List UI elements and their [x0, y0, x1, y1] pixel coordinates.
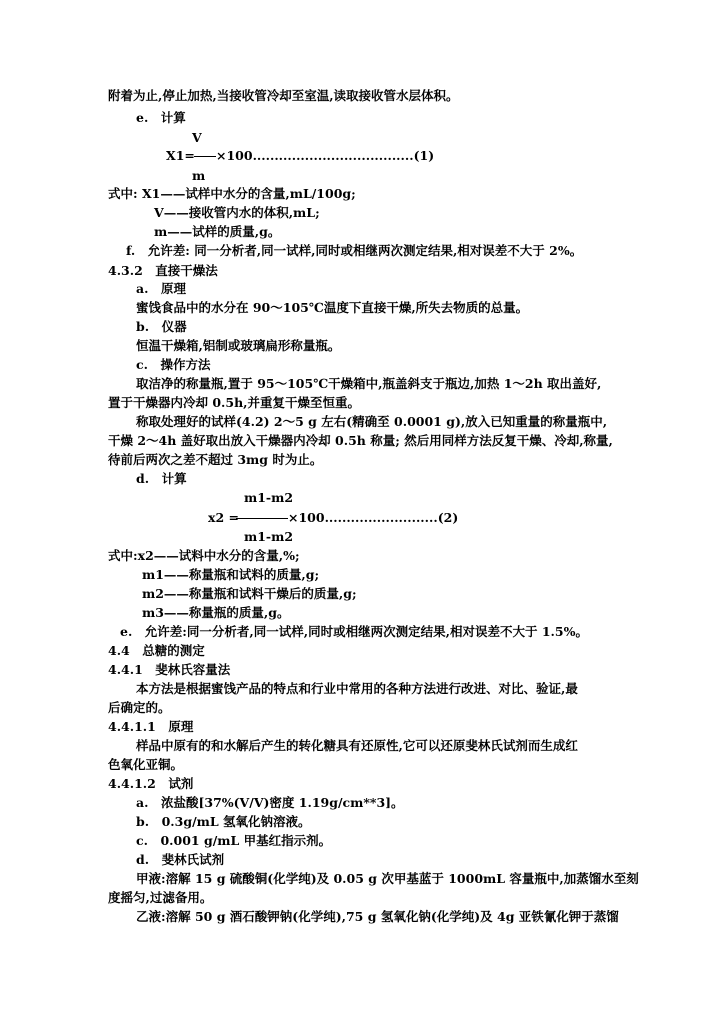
- list-item: b. 0.3g/mL 氢氧化钠溶液。: [136, 814, 311, 829]
- list-item-label: c. 操作方法: [136, 357, 211, 372]
- formula-rhs: ×100.....................................(1): [216, 148, 435, 163]
- text-line: 本方法是根据蜜饯产品的特点和行业中常用的各种方法进行改进、对比、验证,最: [136, 681, 578, 696]
- formula-denominator: m1-m2: [244, 529, 294, 544]
- list-item-label: a. 原理: [136, 281, 186, 296]
- text-line: 蜜饯食品中的水分在 90～105℃温度下直接干燥,所失去物质的总量。: [136, 300, 529, 315]
- text-line: m1——称量瓶和试料的质量,g;: [142, 567, 320, 582]
- text-line: 置于干燥器内冷却 0.5h,并重复干燥至恒重。: [108, 395, 361, 410]
- list-item: a. 浓盐酸[37%(V/V)密度 1.19g/cm**3]。: [136, 795, 404, 810]
- text-line: 甲液:溶解 15 g 硫酸铜(化学纯)及 0.05 g 次甲基蓝于 1000mL 容量瓶中,加蒸馏水至刻: [136, 871, 639, 886]
- formula-denominator: m: [192, 168, 206, 183]
- text-line: m——试样的质量,g。: [154, 224, 281, 239]
- text-line: e. 允许差:同一分析者,同一试样,同时或相继两次测定结果,相对误差不大于 1.5%。: [120, 624, 588, 639]
- fraction-bar: [236, 518, 288, 519]
- text-line: 乙液:溶解 50 g 酒石酸钾钠(化学纯),75 g 氢氧化钠(化学纯)及 4g 亚铁氰化钾于蒸馏: [136, 909, 619, 924]
- text-line: 样品中原有的和水解后产生的转化糖具有还原性,它可以还原斐林氏试剂而生成红: [136, 738, 578, 753]
- formula-numerator: m1-m2: [244, 490, 294, 505]
- text-line: 式中: X1——试样中水分的含量,mL/100g;: [108, 186, 356, 201]
- text-line: 式中:x2——试料中水分的含量,%;: [108, 548, 300, 563]
- text-line: 色氧化亚铜。: [108, 757, 184, 772]
- text-line: 取洁净的称量瓶,置于 95～105℃干燥箱中,瓶盖斜支于瓶边,加热 1～2h 取出盖好,: [136, 376, 602, 391]
- section-heading: 4.4.1.2 试剂: [108, 776, 194, 791]
- text-line: 恒温干燥箱,铝制或玻璃扁形称量瓶。: [136, 338, 341, 353]
- text-line: 称取处理好的试样(4.2) 2～5 g 左右(精确至 0.0001 g),放入已知重量的称量瓶中,: [136, 414, 608, 429]
- formula-lhs: x2 =: [208, 510, 239, 525]
- section-heading: 4.4 总糖的测定: [108, 643, 205, 658]
- list-item: c. 0.001 g/mL 甲基红指示剂。: [136, 833, 332, 848]
- formula-rhs: ×100..........................(2): [288, 510, 459, 525]
- list-item-label: b. 仪器: [136, 319, 187, 334]
- list-item-label: e. 计算: [136, 110, 186, 125]
- section-heading: 4.4.1.1 原理: [108, 719, 194, 734]
- text-line: m2——称量瓶和试料干燥后的质量,g;: [142, 586, 357, 601]
- list-item-label: d. 斐林氏试剂: [136, 852, 225, 867]
- formula-lhs: X1=: [166, 148, 195, 163]
- text-line: 待前后两次之差不超过 3mg 时为止。: [108, 452, 323, 467]
- text-line: f. 允许差: 同一分析者,同一试样,同时或相继两次测定结果,相对误差不大于 2%。: [126, 243, 583, 258]
- section-heading: 4.3.2 直接干燥法: [108, 263, 218, 278]
- formula-numerator: V: [192, 130, 202, 145]
- text-line: m3——称量瓶的质量,g。: [142, 605, 290, 620]
- text-line: 后确定的。: [108, 700, 171, 715]
- fraction-bar: [194, 156, 216, 157]
- list-item-label: d. 计算: [136, 471, 187, 486]
- section-heading: 4.4.1 斐林氏容量法: [108, 662, 231, 677]
- text-line: 干燥 2～4h 盖好取出放入干燥器内冷却 0.5h 称量; 然后用同样方法反复干燥、冷却,称量,: [108, 433, 613, 448]
- text-line: 附着为止,停止加热,当接收管冷却至室温,读取接收管水层体积。: [108, 88, 459, 103]
- text-line: 度摇匀,过滤备用。: [108, 890, 213, 905]
- text-line: V——接收管内水的体积,mL;: [154, 205, 320, 220]
